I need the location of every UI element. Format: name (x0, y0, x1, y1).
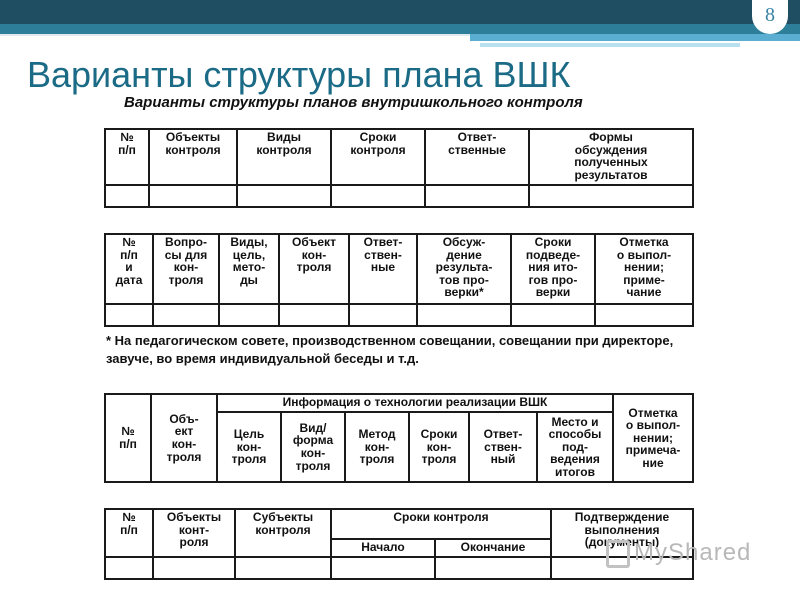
table-group-header: Информация о технологии реализации ВШК (217, 394, 613, 412)
footnote: * На педагогическом совете, производственном совещании, совещании при директоре, завуче, во время индивидуальной беседы и т.д. (106, 333, 674, 366)
table-cell (219, 304, 279, 326)
watermark-logo-icon (606, 540, 630, 568)
table-cell (417, 304, 511, 326)
table-cell (105, 185, 149, 207)
table-header-cell: Цель кон- троля (217, 412, 281, 482)
table-cell (435, 557, 551, 579)
table-row (105, 304, 693, 326)
plan-table-3 (104, 393, 694, 483)
header-accent-stripe-light (480, 43, 740, 47)
table-cell (349, 304, 417, 326)
table-header-cell: Объекты контроля (149, 129, 237, 185)
table-cell (149, 185, 237, 207)
plan-table-2 (104, 233, 694, 327)
header-band-mid (0, 24, 800, 34)
table-header-row (105, 129, 693, 185)
table-cell (153, 557, 235, 579)
table-group-header: Сроки контроля (331, 509, 551, 539)
table-cell (105, 304, 153, 326)
header-band-dark (0, 0, 800, 24)
table-header-cell: № п/п (105, 509, 153, 557)
table-header-cell: Сроки кон- троля (409, 412, 469, 482)
table-header-cell: Объект кон- троля (279, 234, 349, 304)
table-cell (331, 185, 425, 207)
table-cell (595, 304, 693, 326)
table-cell (105, 557, 153, 579)
table-header-cell: Ответ- ственные (425, 129, 529, 185)
table-header-cell: Ответ- ствен- ный (469, 412, 537, 482)
table-header-cell: Виды контроля (237, 129, 331, 185)
table-header-cell: Метод кон- троля (345, 412, 409, 482)
header-accent-stripe (470, 34, 800, 41)
table-header-cell: № п/п и дата (105, 234, 153, 304)
table-header-row (105, 234, 693, 304)
table-cell (235, 557, 331, 579)
table-header-cell: № п/п (105, 129, 149, 185)
table-header-cell: Отметка о выпол- нении; примеча- ние (613, 394, 693, 482)
table-header-cell: Сроки подведе- ния ито- гов про- верки (511, 234, 595, 304)
table-cell (237, 185, 331, 207)
table-cell (331, 557, 435, 579)
table-header-cell: Виды, цель, мето- ды (219, 234, 279, 304)
table-row (105, 557, 693, 579)
table-header-cell: № п/п (105, 394, 151, 482)
table-header-row (105, 394, 693, 412)
table-header-cell: Место и способы под- ведения итогов (537, 412, 613, 482)
watermark (606, 539, 751, 568)
table-cell (425, 185, 529, 207)
table-header-cell: Объекты конт- роля (153, 509, 235, 557)
table-header-cell: Обсуж- дение результа- тов про- верки* (417, 234, 511, 304)
slide-title: Варианты структуры плана ВШК (27, 54, 571, 95)
table-row (105, 185, 693, 207)
table-cell (279, 304, 349, 326)
watermark-text: MyShared (634, 539, 752, 566)
table-header-cell: Ответ- ствен- ные (349, 234, 417, 304)
table-header-cell: Сроки контроля (331, 129, 425, 185)
table-header-cell: Подтверждение выполнения (документы) (551, 509, 693, 557)
page-number: 8 (765, 4, 775, 26)
table-header-cell: Начало (331, 539, 435, 557)
table-header-cell: Формы обсуждения полученных результатов (529, 129, 693, 185)
table-cell (511, 304, 595, 326)
table-header-row (105, 509, 693, 539)
table-header-cell: Вопро- сы для кон- троля (153, 234, 219, 304)
document-heading: Варианты структуры планов внутришкольного контроля (124, 94, 583, 111)
table-header-cell: Субъекты контроля (235, 509, 331, 557)
table-header-cell: Окончание (435, 539, 551, 557)
table-cell (529, 185, 693, 207)
table-cell (153, 304, 219, 326)
table-header-cell: Вид/ форма кон- троля (281, 412, 345, 482)
header-band-line (0, 34, 470, 36)
plan-table-1 (104, 128, 694, 208)
table-header-cell: Отметка о выпол- нении; приме- чание (595, 234, 693, 304)
table-header-cell: Объ- ект кон- троля (151, 394, 217, 482)
